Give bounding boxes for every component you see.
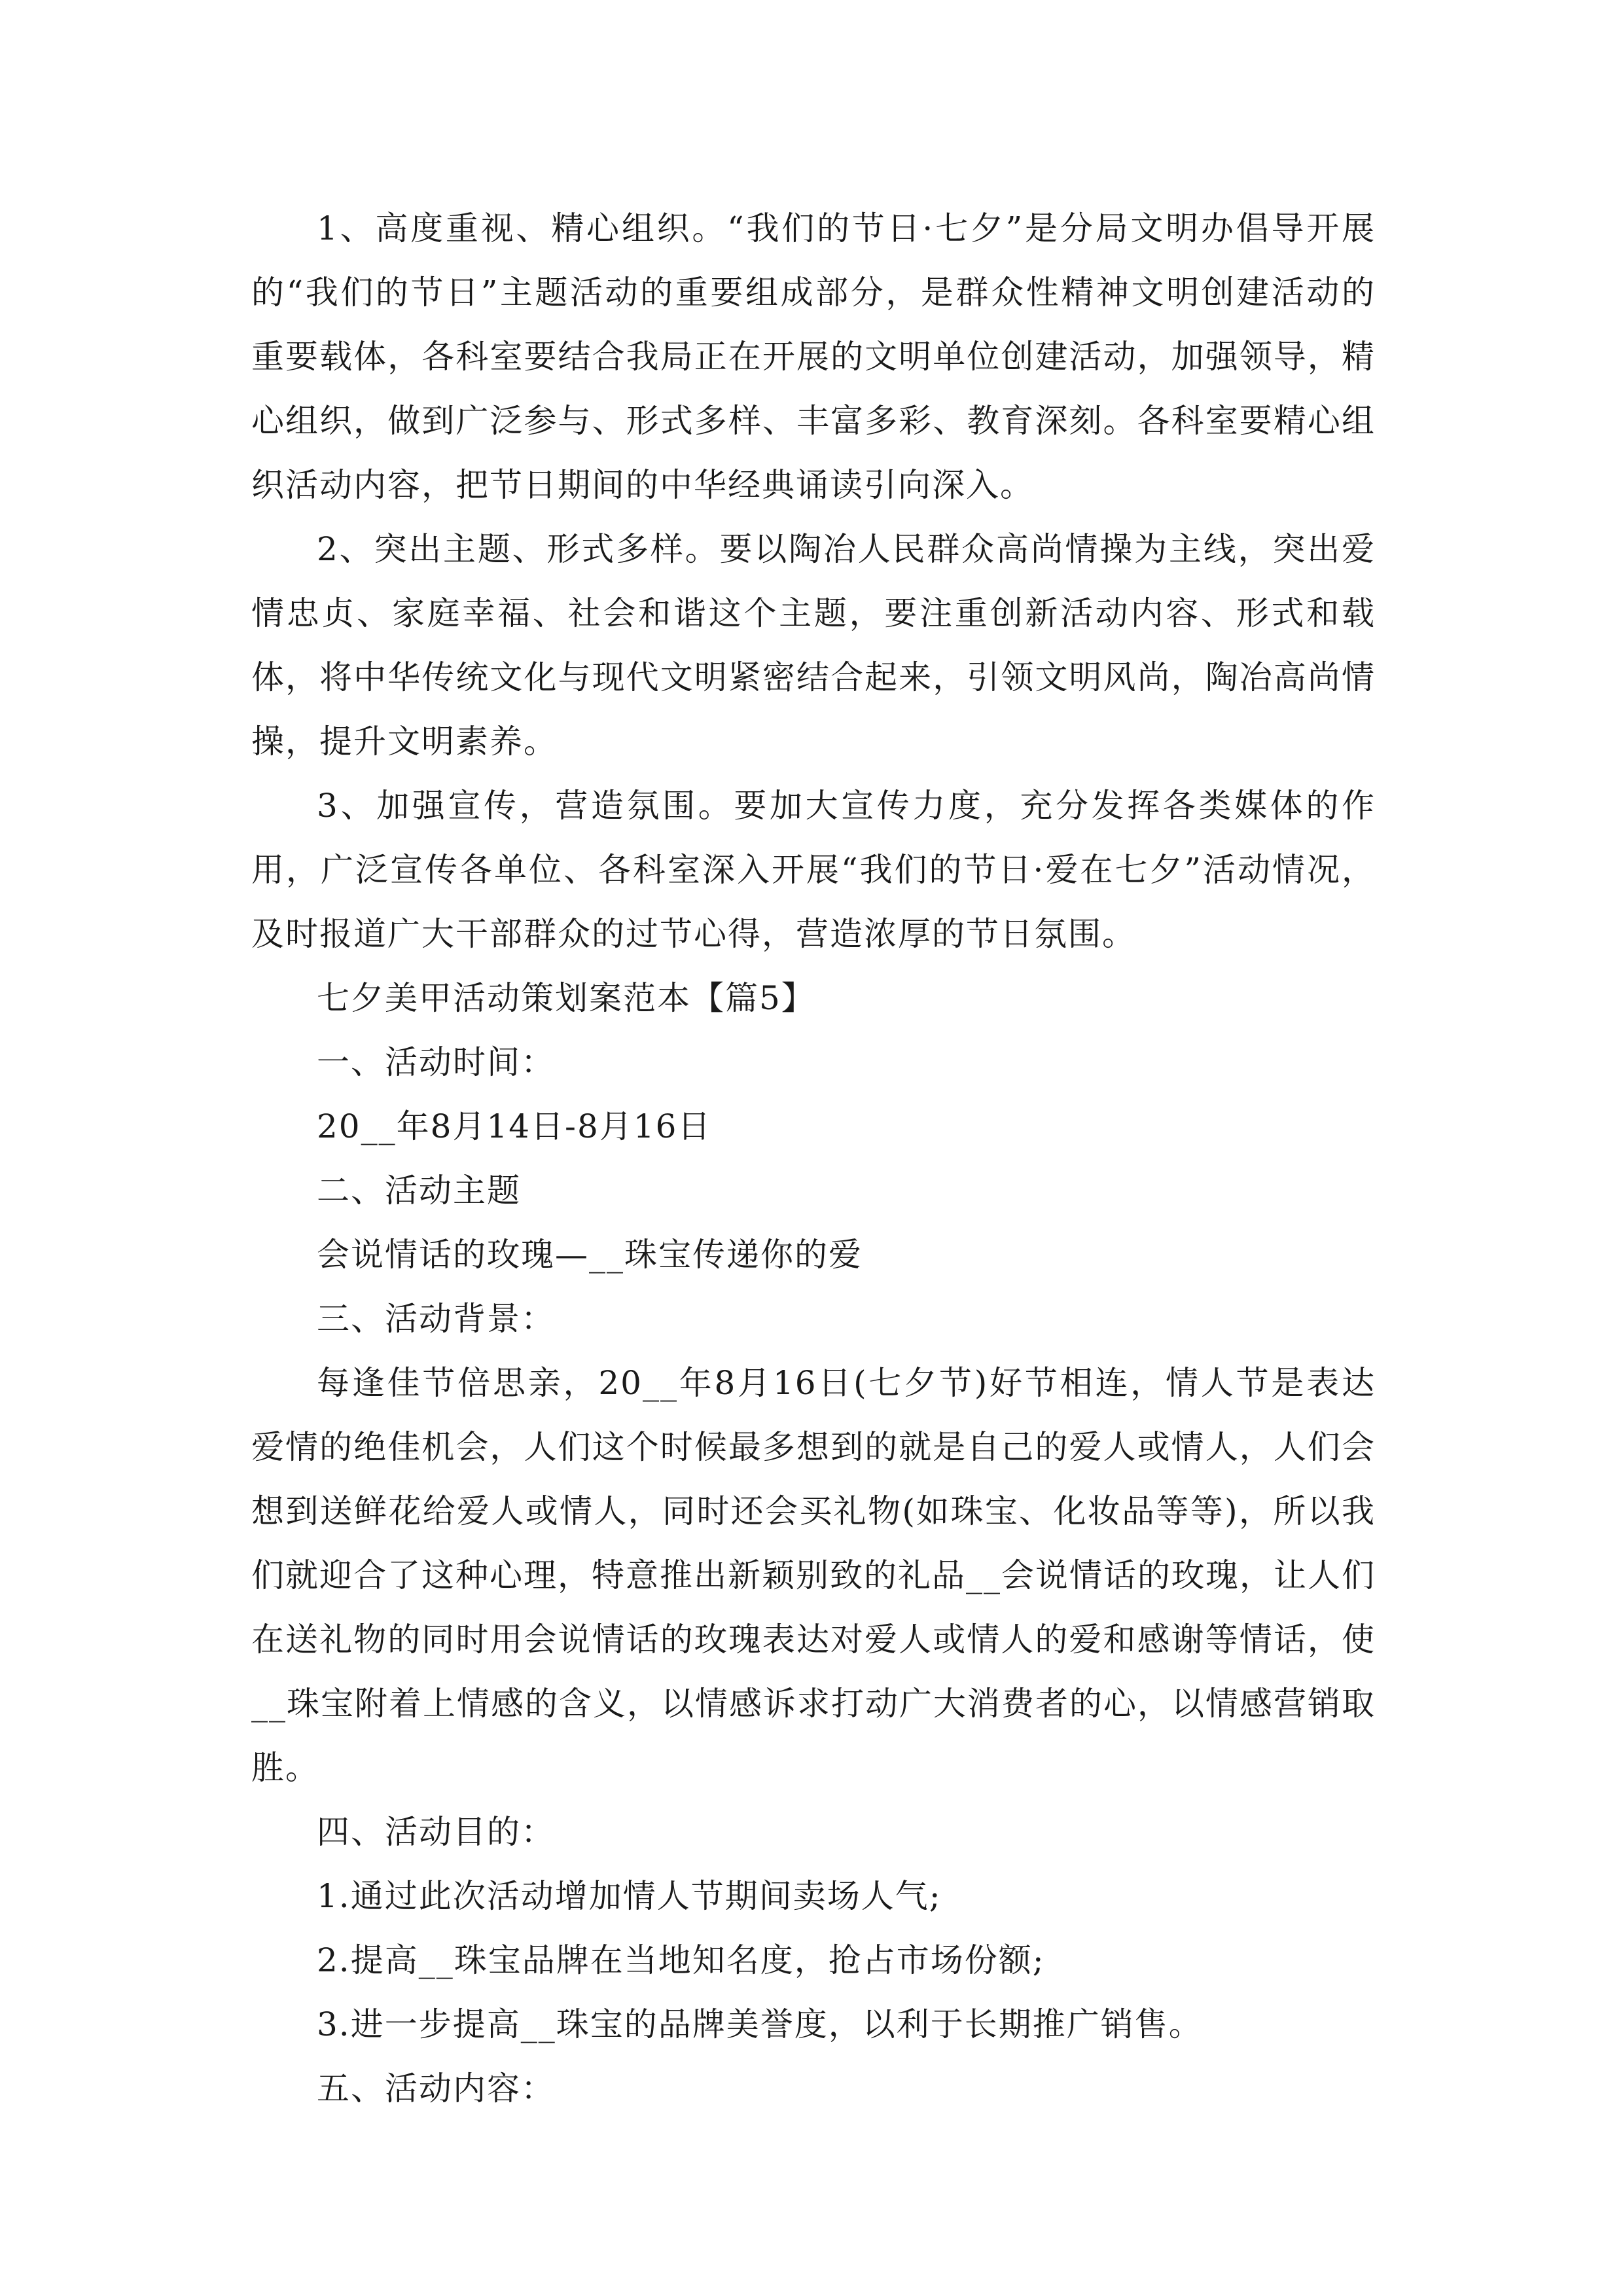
time-value: 20__年8月14日-8月16日 xyxy=(317,1107,712,1145)
purpose-item-3: 3.进一步提高__珠宝的品牌美誉度，以利于长期推广销售。 xyxy=(317,2005,1203,2043)
document-body xyxy=(251,196,1376,2121)
paragraph-3: 3、加强宣传，营造氛围。要加大宣传力度，充分发挥各类媒体的作用，广泛宣传各单位、各科室深入开展“我们的节日·爱在七夕”活动情况，及时报道广大干部群众的过节心得，营造浓厚的节日氛围。 xyxy=(251,787,1376,953)
purpose-heading: 四、活动目的： xyxy=(317,1813,555,1851)
section-title: 七夕美甲活动策划案范本【篇5】 xyxy=(317,979,815,1017)
paragraph-2: 2、突出主题、形式多样。要以陶冶人民群众高尚情操为主线，突出爱情忠贞、家庭幸福、社会和谐这个主题，要注重创新活动内容、形式和载体，将中华传统文化与现代文明紧密结合起来，引领文明风尚，陶冶高尚情操，提升文明素养。 xyxy=(251,530,1376,761)
time-heading: 一、活动时间： xyxy=(317,1043,555,1081)
purpose-item-2: 2.提高__珠宝品牌在当地知名度，抢占市场份额; xyxy=(317,1941,1045,1979)
content-heading: 五、活动内容： xyxy=(317,2070,555,2108)
purpose-item-1: 1.通过此次活动增加情人节期间卖场人气; xyxy=(317,1877,942,1915)
theme-heading: 二、活动主题 xyxy=(317,1172,521,1210)
background-paragraph: 每逢佳节倍思亲，20__年8月16日(七夕节)好节相连，情人节是表达爱情的绝佳机会，人们这个时候最多想到的就是自己的爱人或情人，人们会想到送鲜花给爱人或情人，同时还会买礼物(如珠宝、化妆品等等)，所以我们就迎合了这种心理，特意推出新颖别致的礼品__会说情话的玫瑰，让人们在送礼物的同时用会说情话的玫瑰表达对爱人或情人的爱和感谢等情话，使__珠宝附着上情感的含义，以情感诉求打动广大消费者的心，以情感营销取胜。 xyxy=(251,1364,1376,1787)
paragraph-1: 1、高度重视、精心组织。“我们的节日·七夕”是分局文明办倡导开展的“我们的节日”主题活动的重要组成部分，是群众性精神文明创建活动的重要载体，各科室要结合我局正在开展的文明单位创建活动，加强领导，精心组织，做到广泛参与、形式多样、丰富多彩、教育深刻。各科室要精心组织活动内容，把节日期间的中华经典诵读引向深入。 xyxy=(251,209,1376,504)
background-heading: 三、活动背景： xyxy=(317,1300,555,1338)
theme-value: 会说情话的玫瑰—__珠宝传递你的爱 xyxy=(317,1236,863,1274)
